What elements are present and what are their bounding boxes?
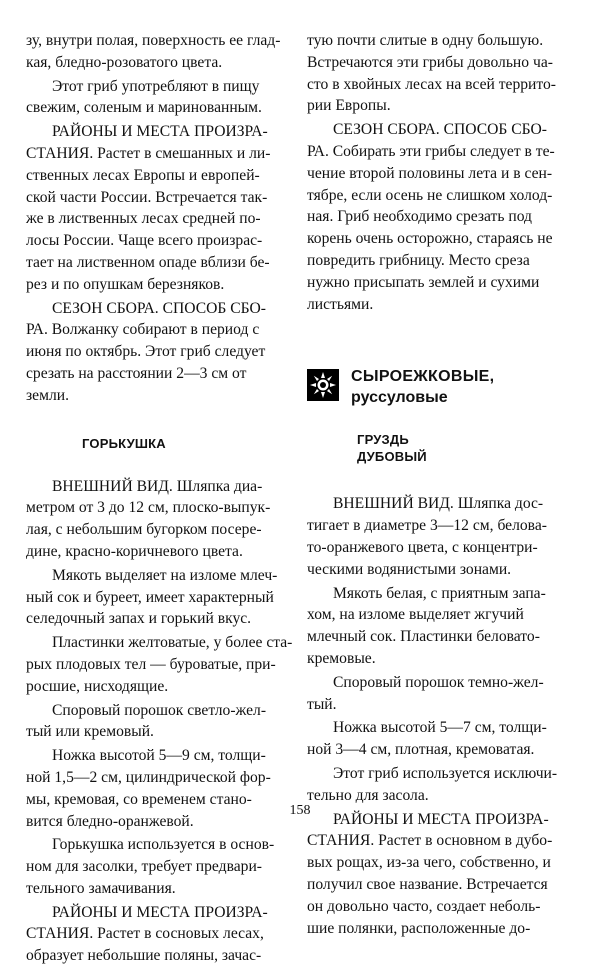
sun-icon-graphic	[309, 371, 337, 399]
paragraph: Горькушка используется в основ- ном для засолки, требует предвари- тельного замачивания.	[26, 836, 275, 897]
paragraph: РАЙОНЫ И МЕСТА ПРОИЗРА- СТАНИЯ. Растет в сосновых лесах, образует небольшие поляны, зачас-	[26, 903, 268, 965]
family-subtitle: руссуловые	[351, 389, 448, 407]
paragraph: РАЙОНЫ И МЕСТА ПРОИЗРА- СТАНИЯ. Растет в смешанных и ли- ственных лесах Европы и европей- ской части России. Встречается так- же в лиственных лесах средней по- лосы России. Чаще всего произрас- тает на лиственном опаде вблизи бе- рез и по опушкам березняков.	[26, 123, 271, 293]
family-header	[307, 367, 575, 409]
paragraph: Этот гриб используется исключи- тельно для засола.	[307, 764, 558, 804]
paragraph: Ножка высотой 5—9 см, толщи- ной 1,5—2 см, цилиндрической фор- мы, кремовая, со временем стано- вится бледно-оранжевой.	[26, 747, 271, 830]
paragraph: СЕЗОН СБОРА. СПОСОБ СБО- РА. Волжанку собирают в период с июня по октябрь. Этот гриб следует срезать на расстоянии 2—3 см от земли.	[26, 299, 266, 404]
paragraph: Мякоть выделяет на изломе млеч- ный сок и буреет, имеет характерный селедочный запах и горький вкус.	[26, 566, 278, 628]
paragraph: тую почти слитые в одну большую. Встречаются эти грибы довольно ча- сто в хвойных лесах на всей террито- рии Европы.	[307, 32, 557, 115]
paragraph: РАЙОНЫ И МЕСТА ПРОИЗРА- СТАНИЯ. Растет в основном в дубо- вых рощах, из-за чего, собственно, и получил свое название. Встречается он довольно часто, создает неболь- шие полянки, расположенные до-	[307, 810, 553, 937]
paragraph: Пластинки желтоватые, у более ста- рых плодовых тел — буроватые, при- росшие, нисходящие.	[26, 634, 293, 695]
family-name	[351, 367, 494, 409]
paragraph: ВНЕШНИЙ ВИД. Шляпка диа- метром от 3 до 12 см, плоско-выпук- лая, с небольшим бугорком посере- дине, красно-коричневого цвета.	[26, 477, 271, 560]
paragraph: Ножка высотой 5—7 см, толщи- ной 3—4 см, плотная, кремоватая.	[307, 719, 547, 759]
paragraph: Этот гриб употребляют в пищу свежим, соленым и маринованным.	[26, 77, 262, 117]
paragraph: зу, внутри полая, поверхность ее глад- кая, бледно-розоватого цвета.	[26, 32, 281, 71]
paragraph: Мякоть белая, с приятным запа- хом, на изломе выделяет жгучий млечный сок. Пластинки беловато- кремовые.	[307, 584, 546, 667]
paragraph: Споровый порошок темно-жел- тый.	[307, 673, 544, 713]
section-heading-gruzd: ГРУЗДЬ ДУБОВЫЙ	[357, 432, 427, 465]
section-heading-gorkushka: ГОРЬКУШКА	[82, 435, 166, 451]
page-number: 158	[289, 803, 311, 818]
family-title: СЫРОЕЖКОВЫЕ,	[351, 368, 495, 386]
sun-icon	[307, 369, 339, 401]
paragraph: Споровый порошок светло-жел- тый или кремовый.	[26, 701, 267, 741]
paragraph: ВНЕШНИЙ ВИД. Шляпка дос- тигает в диаметре 3—12 см, белова- то-оранжевого цвета, с концентри- ческими водянистыми зонами.	[307, 495, 547, 578]
left-column	[26, 30, 294, 969]
paragraph: СЕЗОН СБОРА. СПОСОБ СБО- РА. Собирать эти грибы следует в те- чение второй половины лета и в сен- тябре, если осень не слишком холод- ная. Гриб необходимо срезать под корень очень осторожно, стараясь не повредить грибницу. Место среза нужно присыпать землей и сухими листьями.	[307, 121, 555, 313]
